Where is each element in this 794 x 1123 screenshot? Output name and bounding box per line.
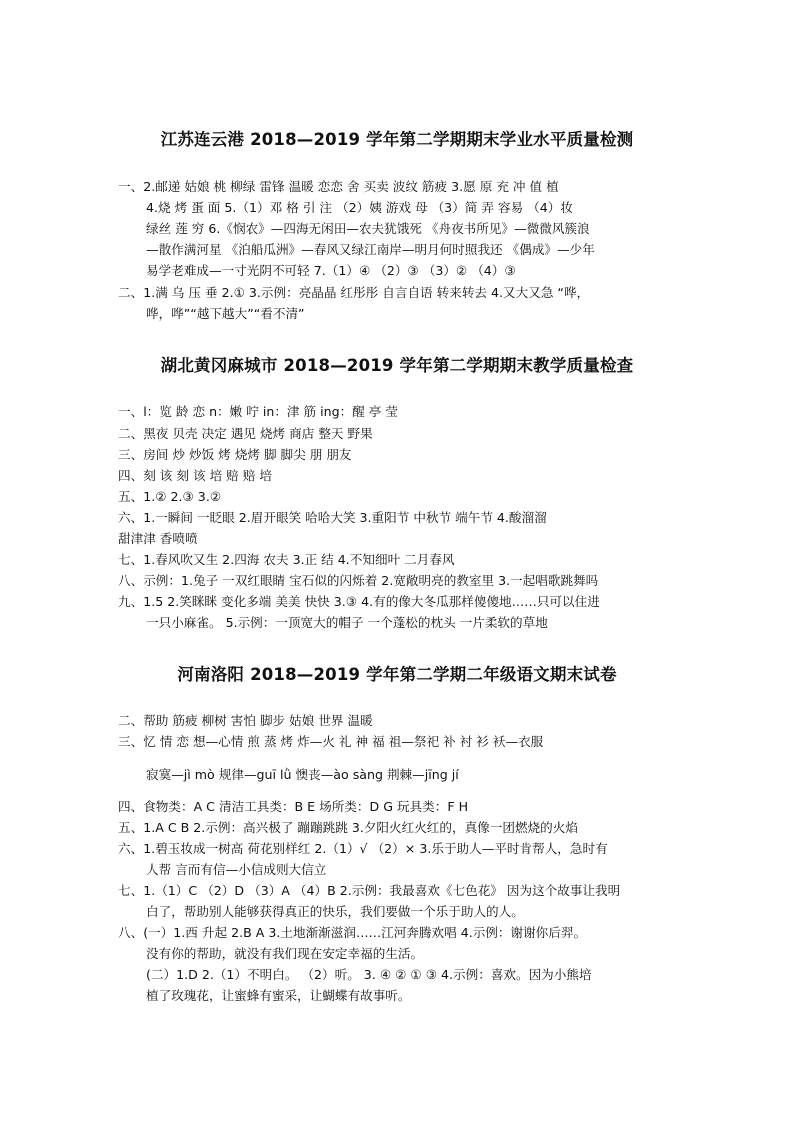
s2-line7: 七、1.春风吹又生 2.四海 农夫 3.正 结 4.不知细叶 二月春风 [118, 552, 455, 567]
section2-title: 湖北黄冈麻城市 2018—2019 学年第二学期期末教学质量检查 [160, 356, 634, 375]
section1-title: 江苏连云港 2018—2019 学年第二学期期末学业水平质量检测 [160, 130, 634, 149]
s3-line6b: 人帮 言而有信—小信成则大信立 [146, 862, 327, 877]
s2-line8: 八、示例：1.兔子 一双红眼睛 宝石似的闪烁着 2.宽敞明亮的教室里 3.一起唱歌跳舞吗 [118, 573, 599, 588]
s1-q1-line2: 4.烧 烤 蛋 面 5.（1）邓 格 引 注 （2）姨 游戏 母 （3）简 弄 容易 （4）妆 [146, 200, 573, 215]
s3-line8a: 八、(一）1.西 升起 2.B A 3.土地渐渐滋润……江河奔腾欢唱 4.示例：谢谢你后羿。 [118, 925, 587, 940]
s2-line6b: 甜津津 香喷喷 [118, 531, 198, 546]
s3-line2: 二、帮助 筋疲 柳树 害怕 脚步 姑娘 世界 温暖 [118, 713, 373, 728]
s2-line9b: 一只小麻雀。 5.示例：一顶宽大的帽子 一个蓬松的枕头 一片柔软的草地 [146, 615, 548, 630]
s3-line6a: 六、1.碧玉妆成一树高 荷花别样红 2.（1）√ （2）× 3.乐于助人—平时肯帮人，急时有 [118, 841, 608, 856]
s3-line3b-pinyin: 寂寞—jì mò 规律—guī lǜ 懊丧—ào sàng 荆棘—jīng jí [146, 767, 459, 782]
s2-line1: 一、l：览 龄 恋 n：嫩 咛 in：津 筋 ing：醒 亭 莹 [118, 404, 398, 419]
s2-line2: 二、黑夜 贝壳 决定 遇见 烧烤 商店 整天 野果 [118, 426, 373, 441]
s3-line8b: 没有你的帮助，就没有我们现在安定幸福的生活。 [146, 946, 424, 961]
s2-line3: 三、房间 炒 炒饭 烤 烧烤 脚 脚尖 朋 朋友 [118, 447, 352, 462]
s2-line4: 四、刻 该 刻 该 培 赔 赔 培 [118, 468, 272, 483]
s1-q2-line1: 二、1.满 乌 压 垂 2.① 3.示例：亮晶晶 红彤彤 自言自语 转来转去 4.又大又急 “哗， [118, 285, 590, 300]
s1-q1-line1: 一、2.邮递 姑娘 桃 柳绿 雷锋 温暖 恋恋 舍 买卖 波纹 筋疲 3.愿 原 充 冲 值 植 [118, 179, 559, 194]
s3-line3: 三、忆 情 恋 想—心情 煎 蒸 烤 炸—火 礼 神 福 祖—祭祀 补 衬 衫 袄—衣服 [118, 734, 544, 749]
s3-line4: 四、食物类：A C 清洁工具类：B E 场所类：D G 玩具类：F H [118, 799, 469, 814]
section3-title: 河南洛阳 2018—2019 学年第二学期二年级语文期末试卷 [177, 665, 617, 684]
s3-line5: 五、1.A C B 2.示例：高兴极了 蹦蹦跳跳 3.夕阳火红火红的，真像一团燃烧的火焰 [118, 820, 578, 835]
s2-line6a: 六、1.一瞬间 一眨眼 2.眉开眼笑 哈哈大笑 3.重阳节 中秋节 端午节 4.酸溜溜 [118, 510, 547, 525]
s2-line5: 五、1.② 2.③ 3.② [118, 489, 222, 504]
s3-line8d: 植了玫瑰花，让蜜蜂有蜜采，让蝴蝶有故事听。 [146, 988, 411, 1003]
s3-line8c: (二）1.D 2.（1）不明白。 （2）听。 3. ④ ② ① ③ 4.示例：喜欢。因为小熊培 [146, 967, 592, 982]
s3-line7a: 七、1.（1）C （2）D （3）A （4）B 2.示例：我最喜欢《七色花》 因为这个故事让我明 [118, 883, 621, 898]
s1-q1-line3: 绿丝 莲 穷 6.《悯农》—四海无闲田—农夫犹饿死 《舟夜书所见》—微微风簇浪 [146, 221, 590, 236]
s1-q1-line5: 易学老难成—一寸光阴不可轻 7.（1）④ （2）③ （3）② （4）③ [146, 263, 516, 278]
s1-q2-line2: 哗，哗”“越下越大”“看不清” [146, 306, 305, 321]
s3-line7b: 白了，帮助别人能够获得真正的快乐，我们要做一个乐于助人的人。 [146, 904, 524, 919]
s1-q1-line4: —散作满河星 《泊船瓜洲》—春风又绿江南岸—明月何时照我还 《偶成》—少年 [146, 242, 595, 257]
s2-line9a: 九、1.5 2.笑眯眯 变化多端 美美 快快 3.③ 4.有的像大冬瓜那样傻傻地……只可以住进 [118, 594, 600, 609]
